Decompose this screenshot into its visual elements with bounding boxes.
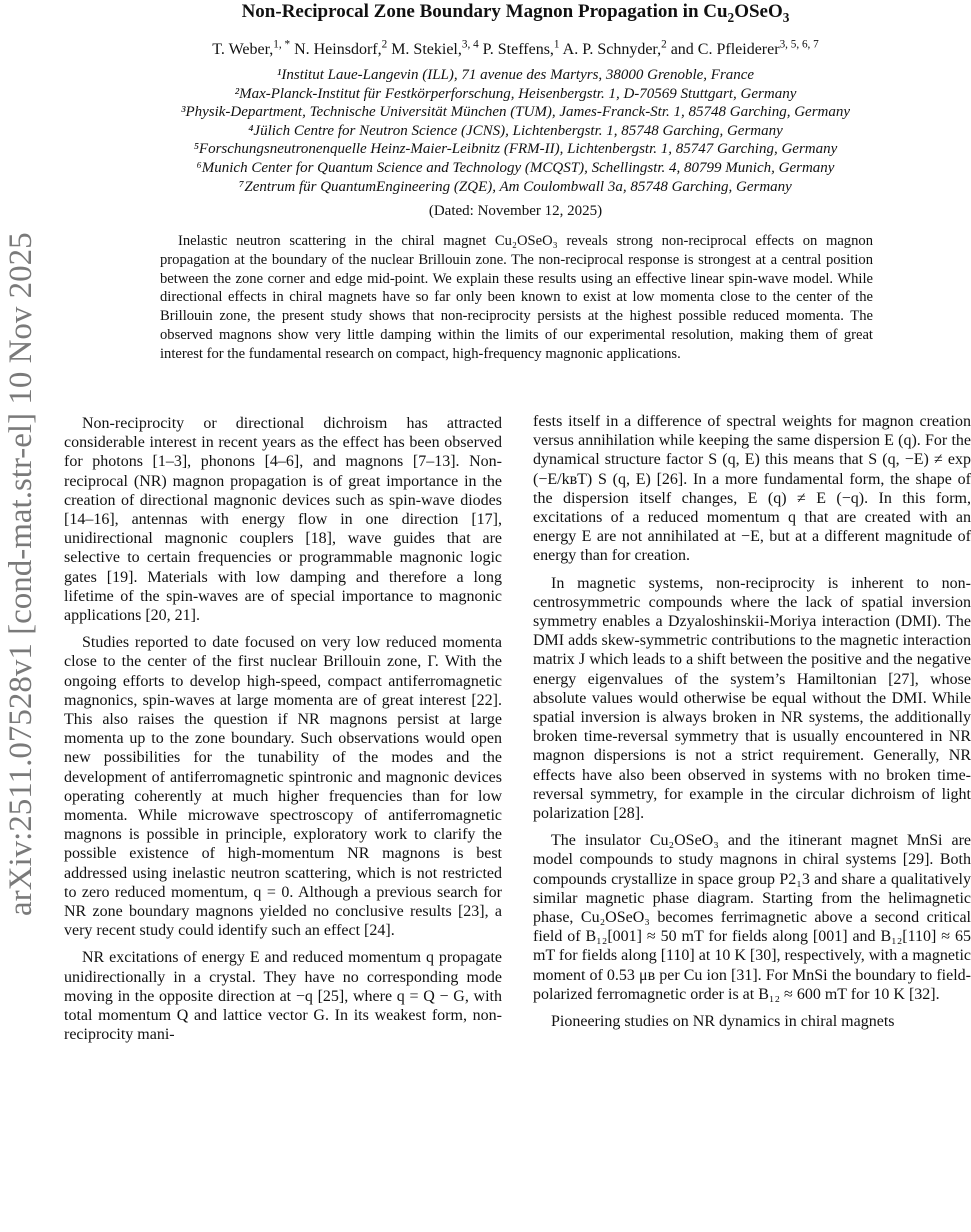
affiliation-1: ¹Institut Laue-Langevin (ILL), 71 avenue des Martyrs, 38000 Grenoble, France — [276, 67, 755, 83]
arxiv-identifier: arXiv:2511.07528v1 [cond-mat.str-el] 10 Nov 2025 — [3, 232, 39, 916]
paper-title: Non-Reciprocal Zone Boundary Magnon Propagation in $Cu_2OSeO_3$ — [241, 1, 790, 25]
author-list: T. Weber,$^{1, *}$ N. Heinsdorf,$^2$ M. Stekiel,$^{3, 4}$ P. Steffens,$^1$ A. P. Schnyder,$^2$ and C. Pfleiderer$^{3, 5, 6, 7}$ — [212, 38, 819, 58]
abstract: Inelastic neutron scattering in the chiral magnet Cu₂OSeO₃ reveals strong non-reciprocal effects on magnon propagation at the boundary of the nuclear Brillouin zone. The non-reciprocal response is strongest at a central position between the zone corner and edge mid-point. We explain these results using an effective linear spin-wave model. While directional effects in chiral magnets have so far only been known to exist at low momenta close to the center of the Brillouin zone, the present study shows that non-reciprocity persists at the highest possible reduced momenta. The observed magnons show very little damping within the limits of our experimental resolution, making them of great interest for the fundamental research on compact, high-frequency magnonic applications. — [160, 233, 873, 362]
affiliation-7: ⁷Zentrum für QuantumEngineering (ZQE), Am Coulombwall 3a, 85748 Garching, Germany — [239, 178, 792, 195]
affiliation-2: ²Max-Planck-Institut für Festkörperforschung, Heisenbergstr. 1, D-70569 Stuttgart, Germany — [234, 85, 797, 102]
paragraph: Studies reported to date focused on very low reduced momenta close to the center of the first nuclear Brillouin zone, Γ. With the ongoing efforts to develop high-speed, compact antiferromagnetic magnonics, spin-waves at large momenta are of great interest [22]. This also raises the question if NR magnons persist at large momenta up to the zone boundary. Such observations would open new possibilities for the tunability of the modes and the development of antiferromagnetic spintronic and magnonic devices operating coherently at much higher frequencies than for low momenta. While microwave spectroscopy of antiferromagnetic magnons is possible in principle, exploratory work to clarify the possible existence of high-momentum NR magnons is best addressed using inelastic neutron scattering, which is not restricted to zero reduced momentum, q = 0. Although a previous search for NR zone boundary magnons yielded no conclusive results [23], a very recent study could identify such an effect [24]. — [64, 634, 502, 940]
affiliation-6: ⁶Munich Center for Quantum Science and Technology (MCQST), Schellingstr. 4, 80799 Munich, Germany — [196, 159, 835, 176]
right-column — [533, 412, 971, 1039]
paragraph: Non-reciprocity or directional dichroism has attracted considerable interest in recent years as the effect has been observed for photons [1–3], phonons [4–6], and magnons [7–13]. Non-reciprocal (NR) magnon propagation is of great importance in the creation of directional magnonic devices such as spin-wave diodes [14–16], antennas with energy flow in one direction [17], unidirectional magnonic couplers [18], wave guides that are selective to certain frequencies or programmable magnonic logic gates [19]. Materials with low damping and therefore a long lifetime of the spin-waves are of special importance to magnonic applications [20, 21]. — [64, 415, 502, 625]
paragraph: The insulator Cu₂OSeO₃ and the itinerant magnet MnSi are model compounds to study magnons in chiral systems [29]. Both compounds crystallize in space group P2₁3 and share a qualitatively similar magnetic phase diagram. Starting from the helimagnetic phase, Cu₂OSeO₃ becomes ferrimagnetic above a second critical field of B₁₂[001] ≈ 50 mT for fields along [001] and B₁₂[110] ≈ 65 mT for fields along [110] at 10 K [30], respectively, with a magnetic moment of 0.53 μʙ per Cu ion [31]. For MnSi the boundary to field-polarized ferromagnetic order is at B₁₂ ≈ 600 mT for 10 K [32]. — [533, 832, 971, 1003]
affiliation-list — [60, 66, 971, 196]
left-column — [64, 414, 502, 1053]
paragraph: In magnetic systems, non-reciprocity is inherent to non-centrosymmetric compounds where the lack of spatial inversion symmetry enables a Dzyaloshinskii-Moriya interaction (DMI). The DMI adds skew-symmetric contributions to the magnetic interaction matrix J which leads to a shift between the positive and the negative energy eigenvalues of the system’s Hamiltonian [27], whose absolute values would otherwise be equal without the DMI. While spatial inversion is always broken in NR systems, the additionally broken time-reversal symmetry that is usually encountered in NR magnon dispersions is not a strict requirement. Generally, NR effects have also been observed in systems with no broken time-reversal symmetry, for example in the circular dichroism of light polarization [28]. — [533, 574, 971, 823]
affiliation-4: ⁴Jülich Centre for Neutron Science (JCNS), Lichtenbergstr. 1, 85748 Garching, Germany — [248, 122, 783, 139]
affiliation-3: ³Physik-Department, Technische Universität München (TUM), James-Franck-Str. 1, 85748 Garching, Germany — [180, 104, 851, 121]
dated-line: (Dated: November 12, 2025) — [428, 203, 603, 219]
paragraph: NR excitations of energy E and reduced momentum q propagate unidirectionally in a crystal. They have no corresponding mode moving in the opposite direction at −q [25], where q = Q − G, with total momentum Q and lattice vector G. In its weakest form, non-reciprocity mani- — [64, 949, 502, 1044]
affiliation-5: ⁵Forschungsneutronenquelle Heinz-Maier-Leibnitz (FRM-II), Lichtenbergstr. 1, 85747 Garching, Germany — [193, 141, 838, 158]
paragraph: Pioneering studies on NR dynamics in chiral magnets — [551, 1013, 895, 1031]
paragraph: fests itself in a difference of spectral weights for magnon creation versus annihilation while keeping the same dispersion E (q). For the dynamical structure factor S (q, E) this means that S (q, −E) ≠ exp (−E/kʙT) S (q, E) [26]. In a more fundamental form, the shape of the dispersion itself changes, E (q) ≠ E (−q). In this form, excitations of a reduced momentum q that are created with an energy E are not annihilated at −E, but at a different magnitude of energy than for creation. — [533, 413, 971, 565]
